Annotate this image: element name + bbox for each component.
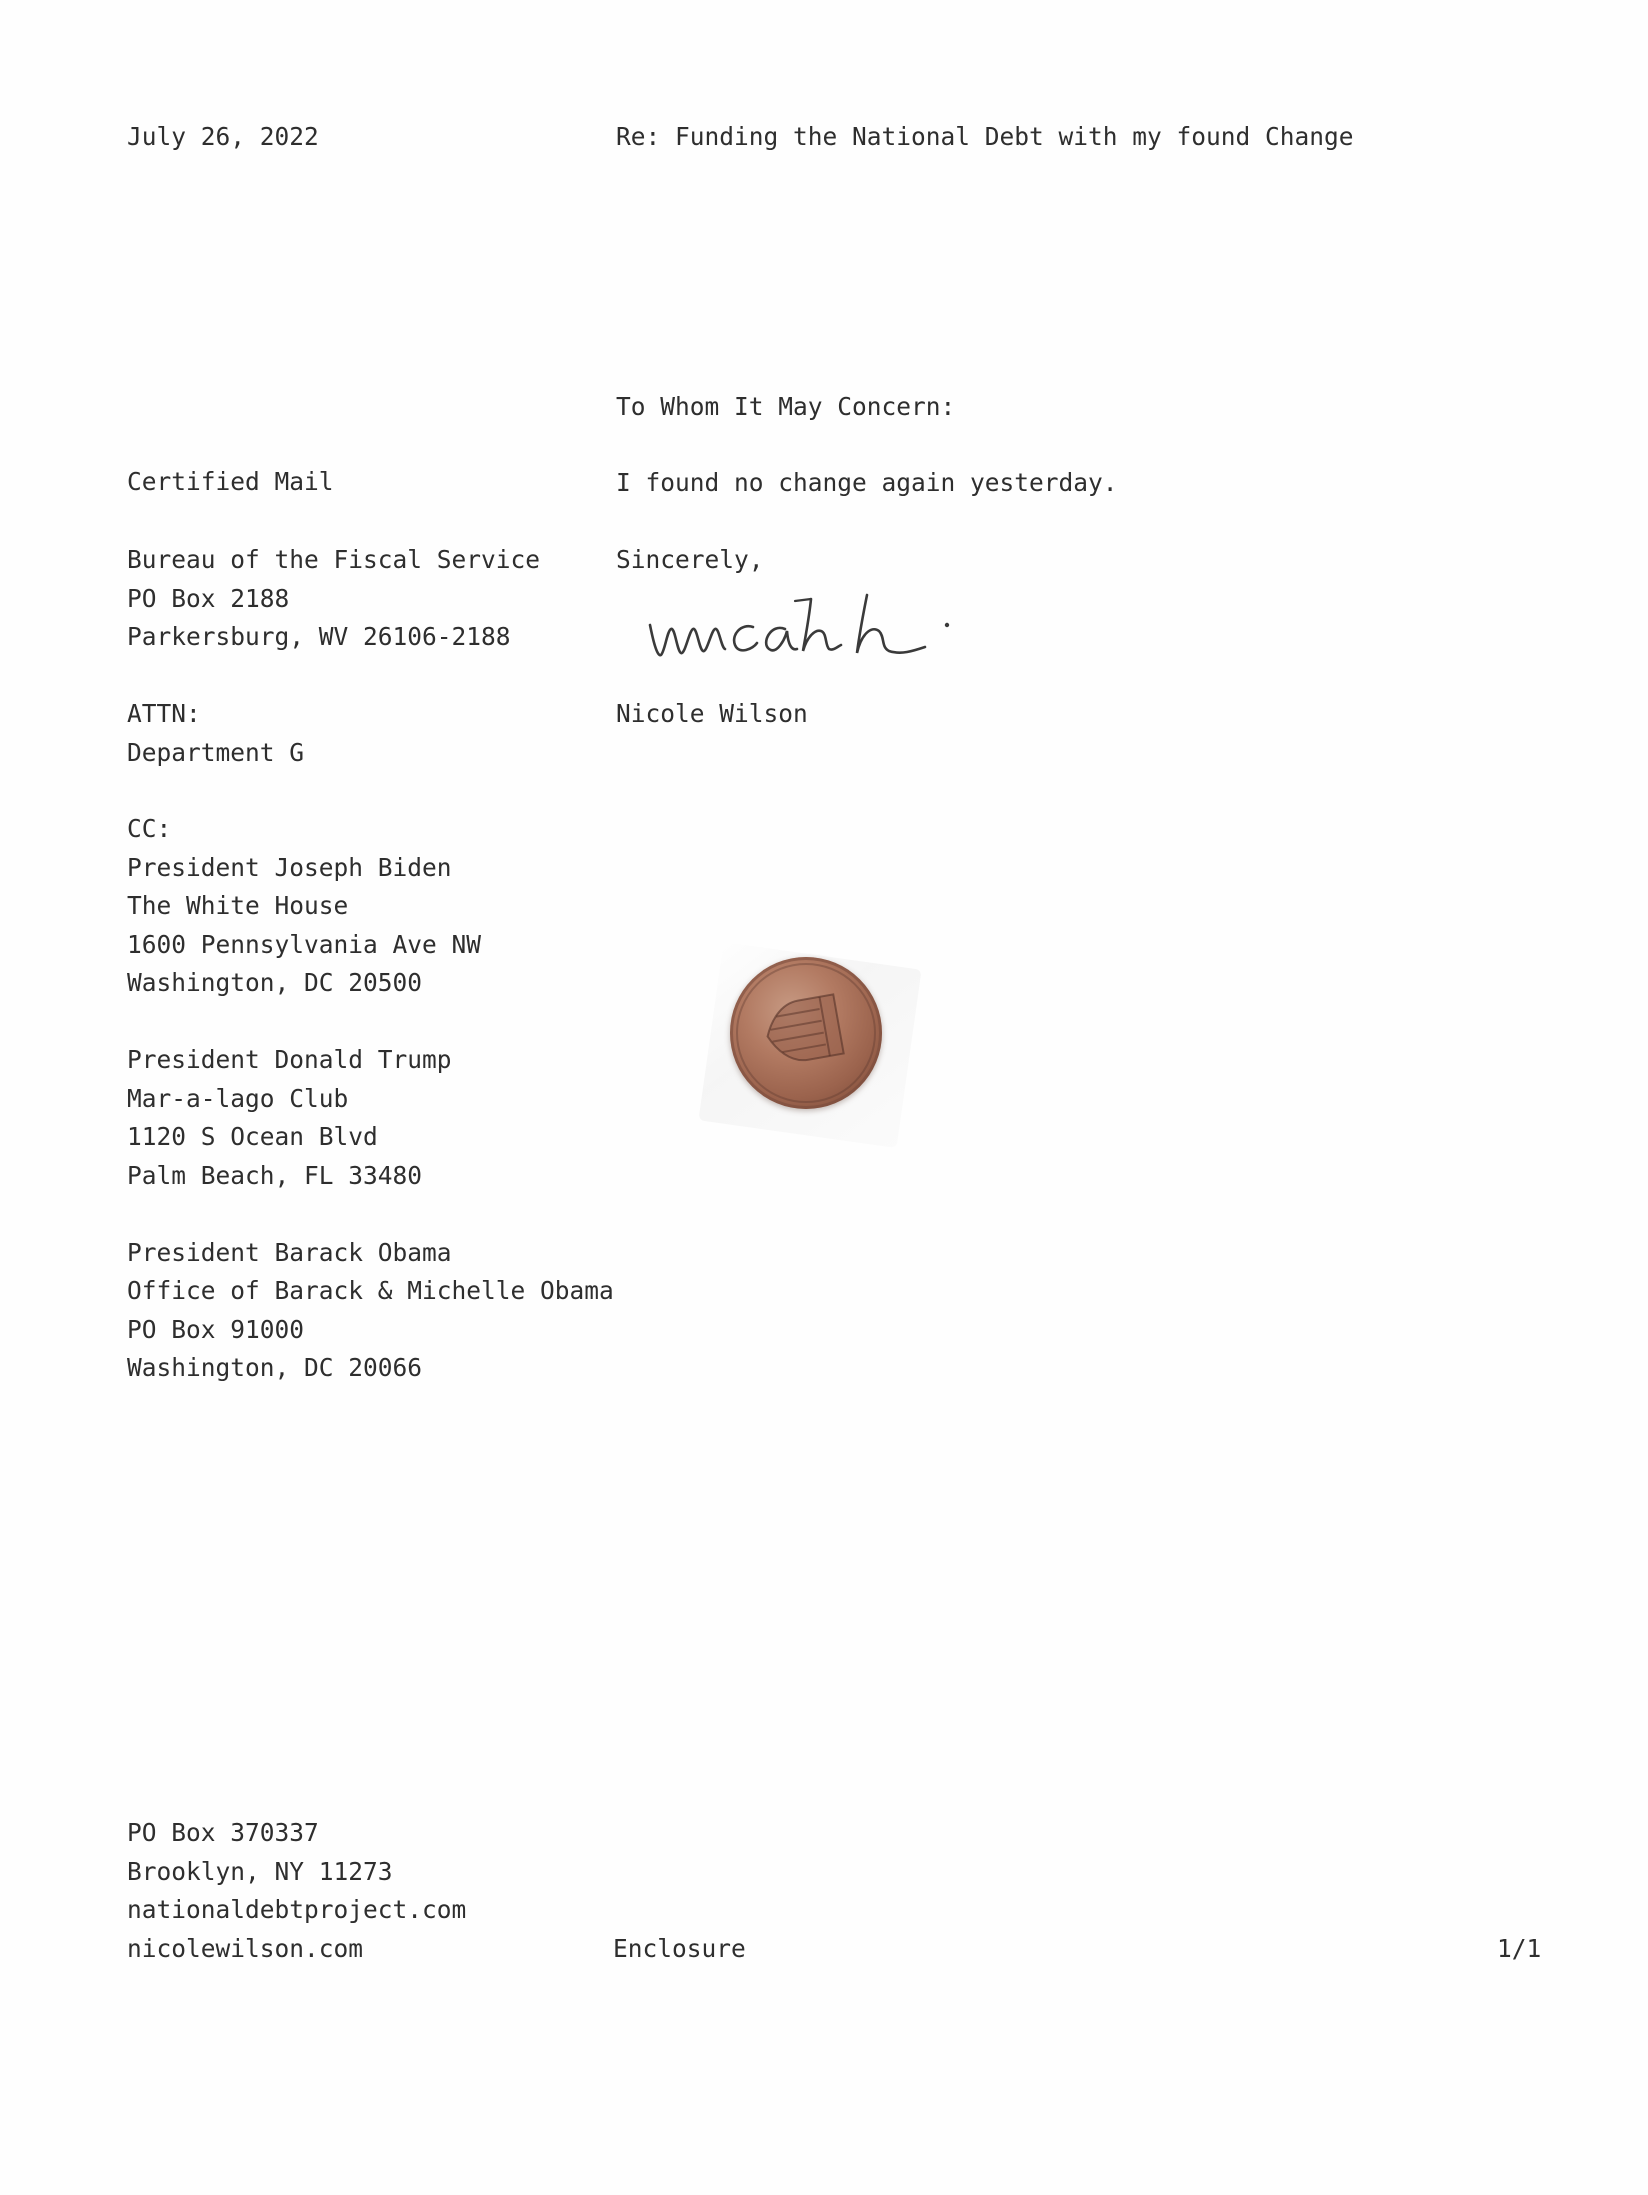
enclosure-note <box>613 1930 746 1969</box>
page-number <box>1497 1930 1541 1969</box>
cc-line: Palm Beach, FL 33480 <box>127 1160 423 1190</box>
mail-method <box>127 463 334 502</box>
attn-label: ATTN: <box>127 699 201 728</box>
signer-name: Nicole Wilson <box>616 699 808 728</box>
union-shield-icon <box>759 988 848 1072</box>
cc-block <box>127 810 614 1426</box>
cc-line: President Barack Obama <box>127 1237 452 1267</box>
cc-entry <box>127 1234 614 1388</box>
subject-text: Re: Funding the National Debt with my found Change <box>616 122 1354 151</box>
attn-block <box>127 695 304 772</box>
signature-icon <box>645 585 975 675</box>
attn-department: Department G <box>127 737 305 767</box>
letter-subject <box>616 118 1354 157</box>
cc-line: The White House <box>127 891 349 920</box>
recipient-line: PO Box 2188 <box>127 583 290 613</box>
recipient-address <box>127 541 540 657</box>
cc-line: President Joseph Biden <box>127 852 452 882</box>
cc-line: President Donald Trump <box>127 1045 452 1074</box>
cc-entry <box>127 1041 614 1195</box>
coin-icon <box>700 945 920 1145</box>
cc-line: Office of Barack & Michelle Obama <box>127 1276 614 1305</box>
cc-line: Washington, DC 20500 <box>127 968 423 997</box>
date-text: July 26, 2022 <box>127 122 319 151</box>
sender-address <box>127 1814 466 1968</box>
enclosure-text: Enclosure <box>613 1934 746 1963</box>
cc-line: Mar-a-lago Club <box>127 1083 349 1113</box>
cc-entry <box>127 849 614 1003</box>
letter-salutation <box>616 388 955 427</box>
cc-line: PO Box 91000 <box>127 1314 305 1344</box>
salutation-text: To Whom It May Concern: <box>616 392 956 421</box>
letter-body <box>616 464 1118 503</box>
cc-line: Washington, DC 20066 <box>127 1353 423 1382</box>
body-text: I found no change again yesterday. <box>616 468 1118 497</box>
letter-signer <box>616 695 808 734</box>
letter-date <box>127 118 319 157</box>
page-number-text: 1/1 <box>1497 1934 1542 1963</box>
sender-line: PO Box 370337 <box>127 1818 319 1847</box>
cc-line: 1600 Pennsylvania Ave NW <box>127 929 482 959</box>
closing-text: Sincerely, <box>616 545 764 574</box>
cc-label: CC: <box>127 814 172 843</box>
recipient-line: Parkersburg, WV 26106-2188 <box>127 622 511 651</box>
sender-line: Brooklyn, NY 11273 <box>127 1856 393 1886</box>
sender-line: nationaldebtproject.com <box>127 1895 467 1924</box>
letter-closing <box>616 541 764 580</box>
mail-method-text: Certified Mail <box>127 467 334 496</box>
cc-line: 1120 S Ocean Blvd <box>127 1122 378 1151</box>
recipient-line: Bureau of the Fiscal Service <box>127 545 541 574</box>
sender-line: nicolewilson.com <box>127 1933 364 1963</box>
penny <box>730 957 882 1109</box>
